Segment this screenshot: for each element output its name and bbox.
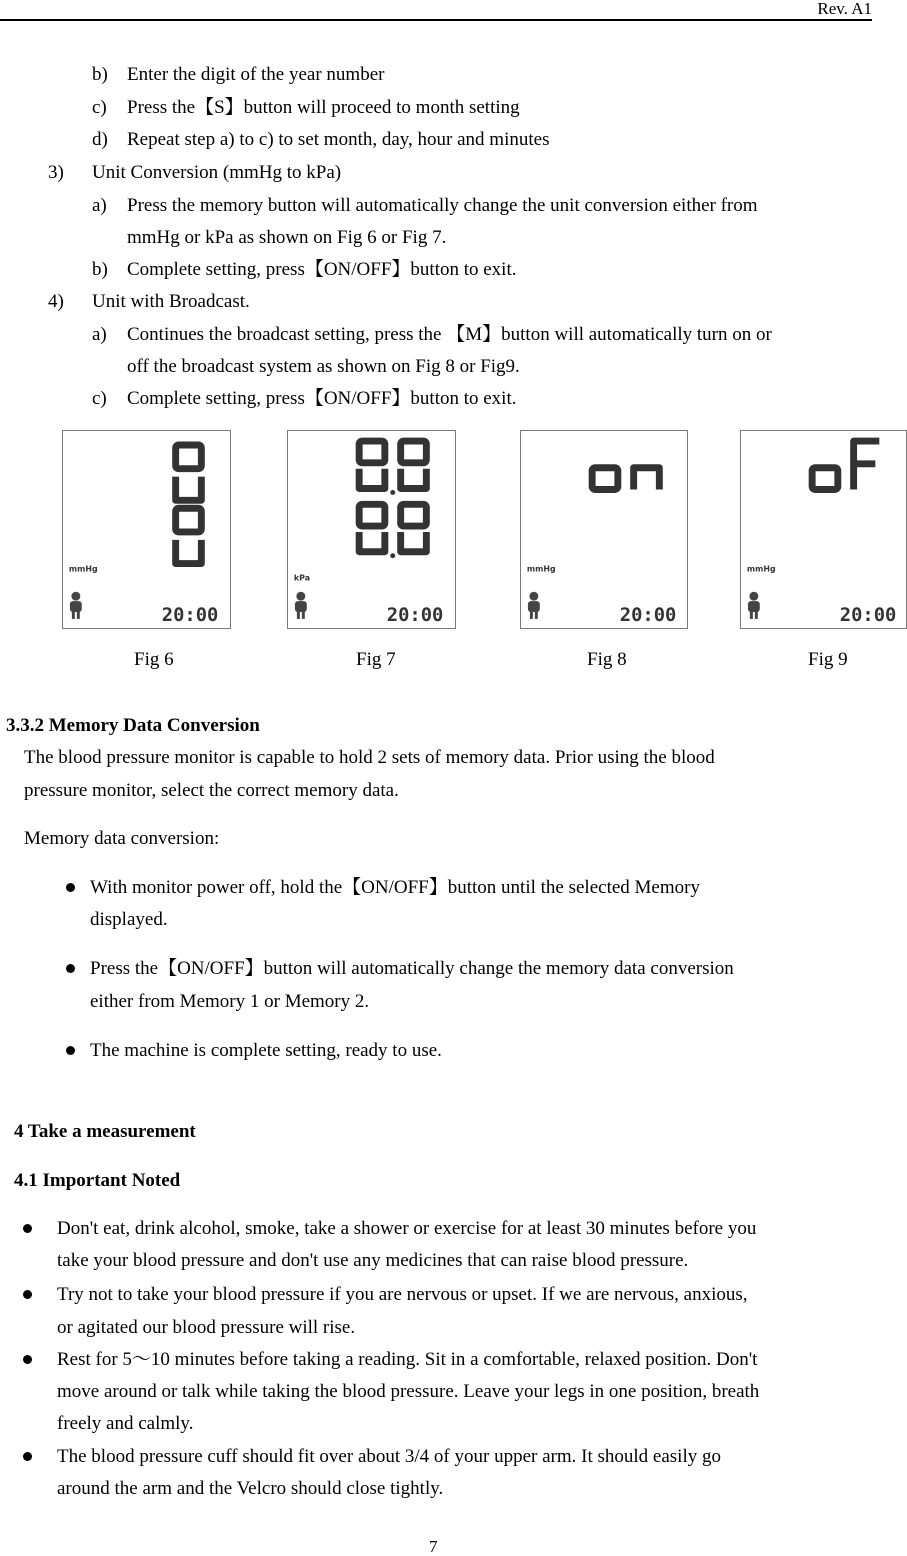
- bullet-dot: [66, 1046, 75, 1055]
- bullet-text: displayed.: [90, 909, 168, 930]
- step-marker: b): [92, 64, 108, 85]
- bullet-text: Try not to take your blood pressure if you are nervous or upset. If we are nervous, anxious,: [57, 1284, 748, 1305]
- bullet-text: Rest for 5～10 minutes before taking a reading. Sit in a comfortable, relaxed position. Don't: [57, 1349, 758, 1370]
- step-text: Repeat step a) to c) to set month, day, hour and minutes: [127, 129, 550, 150]
- header-rule: [0, 19, 872, 21]
- step-text: Complete setting, press【ON/OFF】button to exit.: [127, 259, 517, 280]
- person-icon: [295, 592, 307, 619]
- time-readout: 20:00: [839, 604, 897, 626]
- figure-caption: Fig 7: [356, 649, 396, 670]
- bullet-text: With monitor power off, hold the【ON/OFF】button until the selected Memory: [90, 877, 700, 898]
- figure-caption: Fig 8: [587, 649, 627, 670]
- section-heading: 3.3.2 Memory Data Conversion: [6, 715, 260, 736]
- bullet-dot: [66, 964, 75, 973]
- paragraph-line: The blood pressure monitor is capable to hold 2 sets of memory data. Prior using the blood: [24, 747, 715, 768]
- subsection-heading: 4.1 Important Noted: [14, 1170, 181, 1191]
- bullet-text: around the arm and the Velcro should close tightly.: [57, 1478, 444, 1499]
- bullet-dot: [66, 883, 75, 892]
- step-marker: c): [92, 97, 107, 118]
- step-text: Press the【S】button will proceed to month setting: [127, 97, 520, 118]
- bullet-dot: [23, 1355, 32, 1364]
- bullet-dot: [23, 1224, 32, 1233]
- paragraph-label: Memory data conversion:: [24, 828, 220, 849]
- item-marker: 4): [48, 291, 64, 312]
- bullet-text: move around or talk while taking the blood pressure. Leave your legs in one position, breath: [57, 1381, 760, 1402]
- step-marker: c): [92, 388, 107, 409]
- lcd-figure-9: [740, 430, 907, 629]
- time-readout: 20:00: [386, 604, 444, 626]
- lcd-display-broadcast-off: [741, 431, 906, 628]
- lcd-figure-7: [287, 430, 456, 629]
- lcd-display-kpa-zero: [288, 431, 455, 628]
- person-icon: [70, 592, 82, 619]
- person-icon: [528, 592, 540, 619]
- bullet-text: The blood pressure cuff should fit over about 3/4 of your upper arm. It should easily go: [57, 1446, 721, 1467]
- broadcast-title: Unit with Broadcast.: [92, 291, 250, 312]
- time-readout: 20:00: [619, 604, 677, 626]
- step-text: Press the memory button will automatically change the unit conversion either from: [127, 195, 758, 216]
- bullet-text: The machine is complete setting, ready to use.: [90, 1040, 442, 1061]
- lcd-figure-6: [62, 430, 231, 629]
- bullet-text: freely and calmly.: [57, 1413, 194, 1434]
- step-text: Continues the broadcast setting, press the 【M】button will automatically turn on or: [127, 324, 772, 345]
- unit-label: kPa: [293, 573, 311, 583]
- step-text: Complete setting, press【ON/OFF】button to exit.: [127, 388, 517, 409]
- lcd-figure-8: [520, 430, 688, 629]
- unit-label: mmHg: [526, 564, 556, 574]
- revision-label: Rev. A1: [817, 0, 872, 18]
- unit-conversion-title: Unit Conversion (mmHg to kPa): [92, 162, 342, 183]
- page-number: 7: [429, 1537, 438, 1556]
- step-text: Enter the digit of the year number: [127, 64, 385, 85]
- step-marker: b): [92, 259, 108, 280]
- figure-caption: Fig 6: [134, 649, 174, 670]
- lcd-display-mmhg-zero: [63, 431, 230, 628]
- bullet-text: take your blood pressure and don't use any medicines that can raise blood pressure.: [57, 1250, 689, 1271]
- step-marker: d): [92, 129, 108, 150]
- step-text: off the broadcast system as shown on Fig 8 or Fig9.: [127, 356, 520, 377]
- bullet-text: Don't eat, drink alcohol, smoke, take a shower or exercise for at least 30 minutes before you: [57, 1218, 757, 1239]
- section-heading: 4 Take a measurement: [14, 1121, 196, 1142]
- bullet-text: either from Memory 1 or Memory 2.: [90, 991, 370, 1012]
- figure-caption: Fig 9: [808, 649, 848, 670]
- time-readout: 20:00: [161, 604, 219, 626]
- paragraph-line: pressure monitor, select the correct memory data.: [24, 780, 399, 801]
- person-icon: [748, 592, 760, 619]
- bullet-dot: [23, 1452, 32, 1461]
- step-marker: a): [92, 324, 107, 345]
- bullet-text: Press the【ON/OFF】button will automatically change the memory data conversion: [90, 958, 734, 979]
- unit-label: mmHg: [746, 564, 776, 574]
- unit-label: mmHg: [68, 564, 98, 574]
- step-marker: a): [92, 195, 107, 216]
- lcd-display-broadcast-on: [521, 431, 687, 628]
- bullet-text: or agitated our blood pressure will rise.: [57, 1317, 356, 1338]
- step-text: mmHg or kPa as shown on Fig 6 or Fig 7.: [127, 227, 447, 248]
- item-marker: 3): [48, 162, 64, 183]
- bullet-dot: [23, 1290, 32, 1299]
